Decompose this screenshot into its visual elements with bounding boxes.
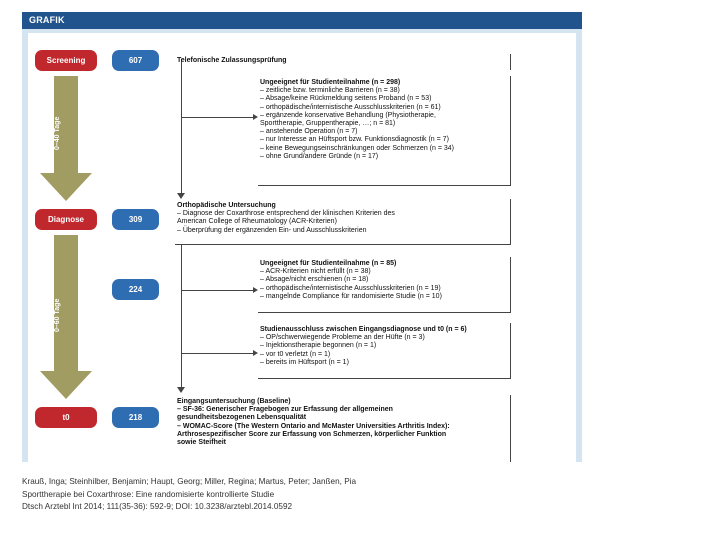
diagnose-box: Diagnose: [35, 209, 97, 230]
telephone-screening-box: [175, 54, 511, 70]
exclusion-1-item: – nur Interesse an Hüftsport bzw. Funktionsdiagnostik (n = 7): [260, 136, 449, 144]
count-607: 607: [112, 50, 159, 71]
baseline-item: sowie Steifheit: [177, 439, 227, 447]
orthopedic-exam-item: – Überprüfung der ergänzenden Ein- und Ausschlusskriterien: [177, 226, 367, 234]
baseline-item: gesundheitsbezogenen Lebensqualität: [177, 414, 307, 422]
figure-frame: [22, 12, 582, 462]
exclusion-3-title: Studienausschluss zwischen Eingangsdiagnose und t0 (n = 6): [260, 326, 467, 333]
exclusion-box-2: [258, 257, 511, 313]
count-218: 218: [112, 407, 159, 428]
exclusion-1-item: – keine Bewegungseinschränkungen oder Schmerzen (n = 34): [260, 144, 454, 152]
exclusion-3-item: – vor t0 verletzt (n = 1): [260, 350, 331, 358]
exclusion-2-item: – Absage/nicht erschienen (n = 18): [260, 276, 369, 284]
baseline-title: Eingangsuntersuchung (Baseline): [177, 398, 291, 405]
orthopedic-exam-item: American College of Rheumatology (ACR-Kriterien): [177, 218, 337, 226]
exclusion-1-title: Ungeeignet für Studienteilnahme (n = 298): [260, 79, 401, 86]
figure-header: GRAFIK: [22, 12, 582, 29]
exclusion-3-item: – Injektionstherapie begonnen (n = 1): [260, 342, 377, 350]
baseline-item: – SF-36: Generischer Fragebogen zur Erfassung der allgemeinen: [177, 406, 393, 414]
timeline-label-2: 0–60 Tage: [54, 298, 61, 332]
telephone-screening-title: Telefonische Zulassungsprüfung: [177, 57, 287, 64]
exclusion-2-item: – mangelnde Compliance für randomisierte Studie (n = 10): [260, 292, 442, 300]
orthopedic-exam-item: – Diagnose der Coxarthrose entsprechend der klinischen Kriterien des: [177, 210, 395, 218]
exclusion-2-title: Ungeeignet für Studienteilnahme (n = 85): [260, 260, 397, 267]
exclusion-1-item: – Absage/keine Rückmeldung seitens Proband (n = 53): [260, 95, 432, 103]
citation-title: Sporttherapie bei Coxarthrose: Eine randomisierte kontrollierte Studie: [22, 489, 275, 499]
citation-source: Dtsch Arztebl Int 2014; 111(35-36): 592-9; DOI: 10.3238/arztebl.2014.0592: [22, 502, 293, 511]
exclusion-box-3: [258, 323, 511, 379]
count-224: 224: [112, 279, 159, 300]
exclusion-2-item: – ACR-Kriterien nicht erfüllt (n = 38): [260, 268, 371, 276]
exclusion-1-item: – ohne Grund/andere Gründe (n = 17): [260, 152, 379, 160]
timeline-label-1: 0–40 Tage: [54, 116, 61, 150]
exclusion-3-item: – bereits im Hüftsport (n = 1): [260, 358, 349, 366]
exclusion-1-item: Sporttherapie, Gruppentherapie, …; n = 81): [260, 120, 396, 128]
exclusion-1-item: – orthopädische/internistische Ausschlusskriterien (n = 61): [260, 103, 441, 111]
baseline-item: Arthrosespezifischer Score zur Erfassung von Schmerzen, körperlicher Funktion: [177, 430, 447, 438]
exclusion-1-item: – zeitliche bzw. terminliche Barrieren (n = 38): [260, 87, 400, 95]
exclusion-2-item: – orthopädische/internistische Ausschlusskriterien (n = 19): [260, 284, 441, 292]
screening-box: Screening: [35, 50, 97, 71]
citation: [22, 476, 356, 514]
t0-box: t0: [35, 407, 97, 428]
exclusion-box-1: [258, 76, 511, 186]
flowchart-panel: [28, 33, 576, 462]
exclusion-3-item: – OP/schwerwiegende Probleme an der Hüfte (n = 3): [260, 334, 425, 342]
baseline-item: – WOMAC-Score (The Western Ontario and McMaster Universities Arthritis Index):: [177, 422, 450, 430]
exclusion-1-item: – anstehende Operation (n = 7): [260, 128, 358, 136]
baseline-box: [175, 395, 511, 462]
exclusion-1-item: – ergänzende konservative Behandlung (Physiotherapie,: [260, 111, 436, 119]
count-309: 309: [112, 209, 159, 230]
orthopedic-exam-title: Orthopädische Untersuchung: [177, 202, 276, 209]
citation-authors: Krauß, Inga; Steinhilber, Benjamin; Haupt, Georg; Miller, Regina; Martus, Peter; Janßen, Pia: [22, 477, 357, 486]
orthopedic-exam-box: [175, 199, 511, 245]
